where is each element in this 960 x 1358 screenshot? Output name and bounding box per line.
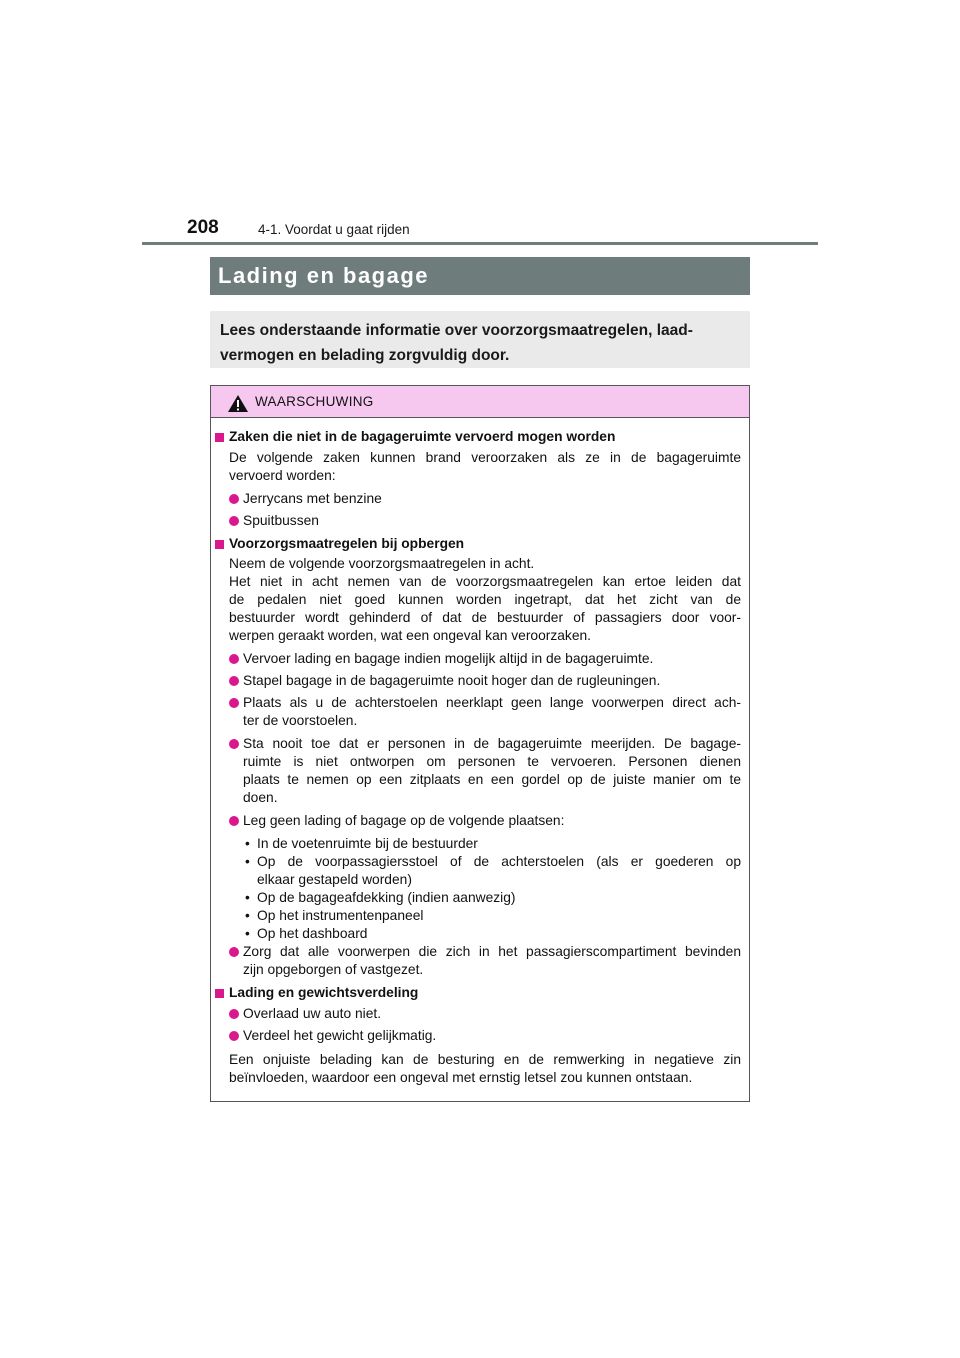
intro-box [210,311,750,368]
section-marker-icon [215,540,224,549]
bullet-text: Overlaad uw auto niet. [243,1006,382,1021]
sub-bullet: • [245,836,250,851]
bullet-text: Verdeel het gewicht gelijkmatig. [243,1028,437,1043]
warning-heading: Zaken die niet in de bagageruimte vervoerd mogen worden [229,429,616,444]
bullet-icon [229,739,239,749]
bullet-icon [229,1009,239,1019]
bullet-text: ter de voorstoelen. [243,713,358,728]
bullet-text: Zorg dat alle voorwerpen die zich in het passagierscompartiment bevinden [243,944,741,959]
bullet-text: Spuitbussen [243,513,319,528]
warning-text: beïnvloeden, waardoor een ongeval met ernstig letsel zou kunnen ontstaan. [229,1070,693,1085]
sub-bullet-text: In de voetenruimte bij de bestuurder [257,836,478,851]
bullet-text: Plaats als u de achterstoelen neerklapt geen lange voorwerpen direct ach- [243,695,741,710]
sub-bullet: • [245,908,250,923]
bullet-icon [229,494,239,504]
section-marker-icon [215,433,224,442]
warning-heading: Lading en gewichtsverdeling [229,985,419,1000]
sub-bullet: • [245,890,250,905]
bullet-text: Jerrycans met benzine [243,491,382,506]
warning-header [211,386,749,418]
bullet-text: Vervoer lading en bagage indien mogelijk altijd in de bagageruimte. [243,651,654,666]
warning-box [210,385,750,1102]
bullet-text: Leg geen lading of bagage op de volgende plaatsen: [243,813,565,828]
sub-bullet-text: Op het dashboard [257,926,368,941]
warning-text: Een onjuiste belading kan de besturing en de remwerking in negatieve zin [229,1052,741,1067]
sub-bullet-text: Op de bagageafdekking (indien aanwezig) [257,890,516,905]
sub-bullet: • [245,926,250,941]
bullet-text: Sta nooit toe dat er personen in de bagageruimte meerijden. De bagage- [243,736,741,751]
warning-text: Neem de volgende voorzorgsmaatregelen in acht. [229,556,535,571]
intro-line-1: Lees onderstaande informatie over voorzorgsmaatregelen, laad- [220,322,693,339]
bullet-icon [229,1031,239,1041]
sub-bullet-text: Op de voorpassagiersstoel of de achterstoelen (als er goederen op [257,854,741,869]
chapter-title: 4-1. Voordat u gaat rijden [258,222,410,237]
bullet-icon [229,698,239,708]
warning-heading: Voorzorgsmaatregelen bij opbergen [229,536,465,551]
header-rule [142,242,818,245]
section-title-bar [210,257,750,295]
bullet-text: plaats te nemen op een zitplaats en een gordel op de juiste manier om te [243,772,741,787]
bullet-icon [229,676,239,686]
sub-bullet: • [245,854,250,869]
bullet-icon [229,947,239,957]
section-marker-icon [215,989,224,998]
page-number: 208 [187,217,219,238]
bullet-text: ruimte is niet ontworpen om personen te vervoeren. Personen dienen [243,754,741,769]
bullet-text: Stapel bagage in de bagageruimte nooit hoger dan de rugleuningen. [243,673,661,688]
bullet-text: doen. [243,790,278,805]
warning-text: werpen geraakt worden, wat een ongeval kan veroorzaken. [229,628,592,643]
intro-line-2: vermogen en belading zorgvuldig door. [220,347,510,364]
sub-bullet-text: Op het instrumentenpaneel [257,908,424,923]
bullet-icon [229,516,239,526]
warning-text: De volgende zaken kunnen brand veroorzaken als ze in de bagageruimte [229,450,741,465]
bullet-text: zijn opgeborgen of vastgezet. [243,962,424,977]
warning-text: de pedalen niet goed kunnen worden ingetrapt, dat het zicht van de [229,592,741,607]
bullet-icon [229,816,239,826]
warning-text: vervoerd worden: [229,468,336,483]
bullet-icon [229,654,239,664]
warning-text: bestuurder wordt gehinderd of dat de bestuurder of passagiers door voor- [229,610,741,625]
warning-text: Het niet in acht nemen van de voorzorgsmaatregelen kan ertoe leiden dat [229,574,741,589]
sub-bullet-text: elkaar gestapeld worden) [257,872,412,887]
warning-label: WAARSCHUWING [255,394,374,409]
section-title: Lading en bagage [218,263,430,288]
warning-triangle-icon [227,394,249,413]
